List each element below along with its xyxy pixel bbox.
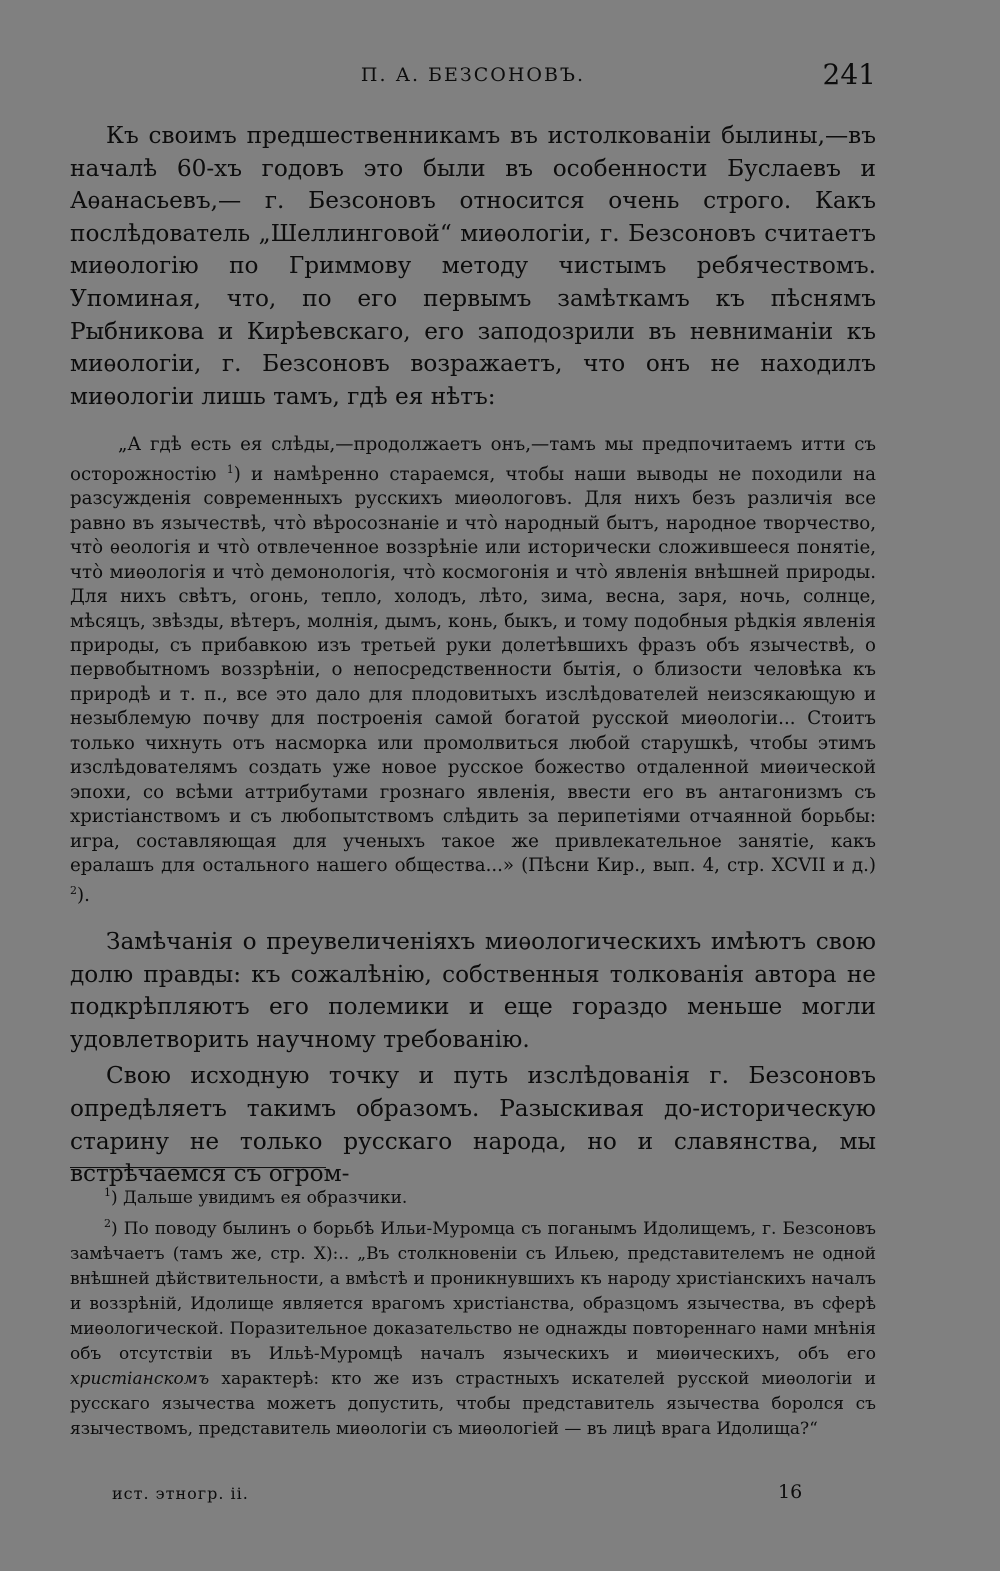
sheet-number: 16 (778, 1481, 803, 1503)
footnote-divider (70, 1167, 326, 1168)
quote-text-3: ). (77, 884, 90, 906)
footnote-2-mark: 2 (104, 1217, 111, 1230)
page-header (70, 58, 876, 98)
paragraph-1: Къ своимъ предшественникамъ въ истолкованіи былины,—въ началѣ 60-хъ годовъ это были въ особенности Буслаевъ и Аѳанасьевъ,— г. Безсоновъ относится очень строго. Какъ послѣдователь „Шеллинговой“ миѳологіи, г. Безсоновъ считаетъ миѳологію по Гриммову методу чистымъ ребячествомъ. Упоминая, что, по его первымъ замѣткамъ къ пѣснямъ Рыбникова и Кирѣевскаго, его заподозрили въ невниманіи къ миѳологіи, г. Безсоновъ возражаетъ, что онъ не находилъ миѳологіи лишь тамъ, гдѣ ея нѣтъ: (70, 122, 876, 410)
paragraph-2: Замѣчанія о преувеличеніяхъ миѳологическихъ имѣютъ свою долю правды: къ сожалѣнію, собственныя толкованія автора не подкрѣпляютъ его полемики и еще гораздо меньше могли удовлетворить научному требованію. (70, 927, 876, 1053)
block-quote (70, 433, 876, 908)
page-number: 241 (822, 58, 876, 91)
footnote-1-mark: 1 (104, 1186, 111, 1199)
paragraph-3: Свою исходную точку и путь изслѣдованія г. Безсоновъ опредѣляетъ такимъ образомъ. Разыскивая до-историческую старину не только русскаго народа, но и славянства, мы встрѣчаемся съ огром- (70, 1062, 876, 1188)
footnote-1-text: ) Дальше увидимъ ея образчики. (111, 1188, 408, 1208)
running-head: П. А. БЕЗСОНОВЪ. (360, 64, 586, 86)
footnote-2-emphasis: христіанскомъ (70, 1369, 210, 1389)
quote-text-2: ) и намѣренно стараемся, чтобы наши выводы не походили на разсужденія современныхъ русскихъ миѳологовъ. Для нихъ безъ различія все равно въ язычествѣ, что̀ вѣросознаніе и что̀ народный бытъ, народное творчество, что̀ ѳеологія и что̀ отвлеченное воззрѣніе или исторически сложившееся понятіе, что̀ миѳологія и что̀ демонологія, что̀ космогонія и что̀ явленія внѣшней природы. Для нихъ свѣтъ, огонь, тепло, холодъ, лѣто, зима, весна, заря, ночь, солнце, мѣсяцъ, звѣзды, вѣтеръ, молнія, дымъ, конь, быкъ, и тому подобныя рѣдкія явленія природы, съ прибавкою изъ третьей руки долетѣвшихъ фразъ объ язычествѣ, о первобытномъ воззрѣніи, о непосредственности бытія, о близости человѣка къ природѣ и т. п., все это дало для плодовитыхъ изслѣдователей неизсякающую и незыблемую почву для построенія самой богатой русской миѳологіи... Стоитъ только чихнуть отъ насморка или промолвиться любой старушкѣ, чтобы этимъ изслѣдователямъ создать уже новое русское божество отдаленной миѳической эпохи, со всѣми аттрибутами грознаго явленія, ввести его въ антагонизмъ съ христіанствомъ и съ любопытствомъ слѣдить за перипетіями отчаянной борьбы: игра, составляющая для ученыхъ такое же привлекательное занятіе, какъ ералашъ для остального нашего общества...» (Пѣсни Кир., вып. 4, стр. XCVII и д.) (70, 463, 876, 877)
footnote-2-text-end: характерѣ: кто же изъ страстныхъ искателей русской миѳологіи и русскаго язычества можетъ допустить, чтобы представитель язычества боролся съ язычествомъ, представитель миѳологіи съ миѳологіей — въ лицѣ врага Идолища?“ (70, 1369, 876, 1439)
footnote-ref-1: 1 (226, 462, 234, 476)
footnotes (70, 1180, 876, 1442)
footnote-1 (70, 1180, 876, 1211)
main-text (70, 120, 876, 1191)
signature-mark: ист. этногр. ii. (112, 1484, 249, 1503)
footnote-2-text: ) По поводу былинъ о борьбѣ Ильи-Муромца съ поганымъ Идолищемъ, г. Безсоновъ замѣчаетъ (тамъ же, стр. X):.. „Въ столкновеніи съ Ильею, представителемъ не одной внѣшней дѣйствительности, а вмѣстѣ и проникнувшихъ къ народу христіанскихъ началъ и воззрѣній, Идолище является врагомъ христіанства, образцомъ язычества, въ сферѣ миѳологической. Поразительное доказательство не однажды повтореннаго нами мнѣнія объ отсутствіи въ Ильѣ-Муромцѣ началъ языческихъ и миѳическихъ, объ его (70, 1219, 876, 1364)
quote-text-1: „А гдѣ есть ея слѣды,—продолжаетъ онъ,—тамъ мы предпочитаемъ итти съ осторожностію (70, 434, 876, 485)
footnote-2 (70, 1211, 876, 1442)
footnote-ref-2: 2 (70, 883, 77, 897)
